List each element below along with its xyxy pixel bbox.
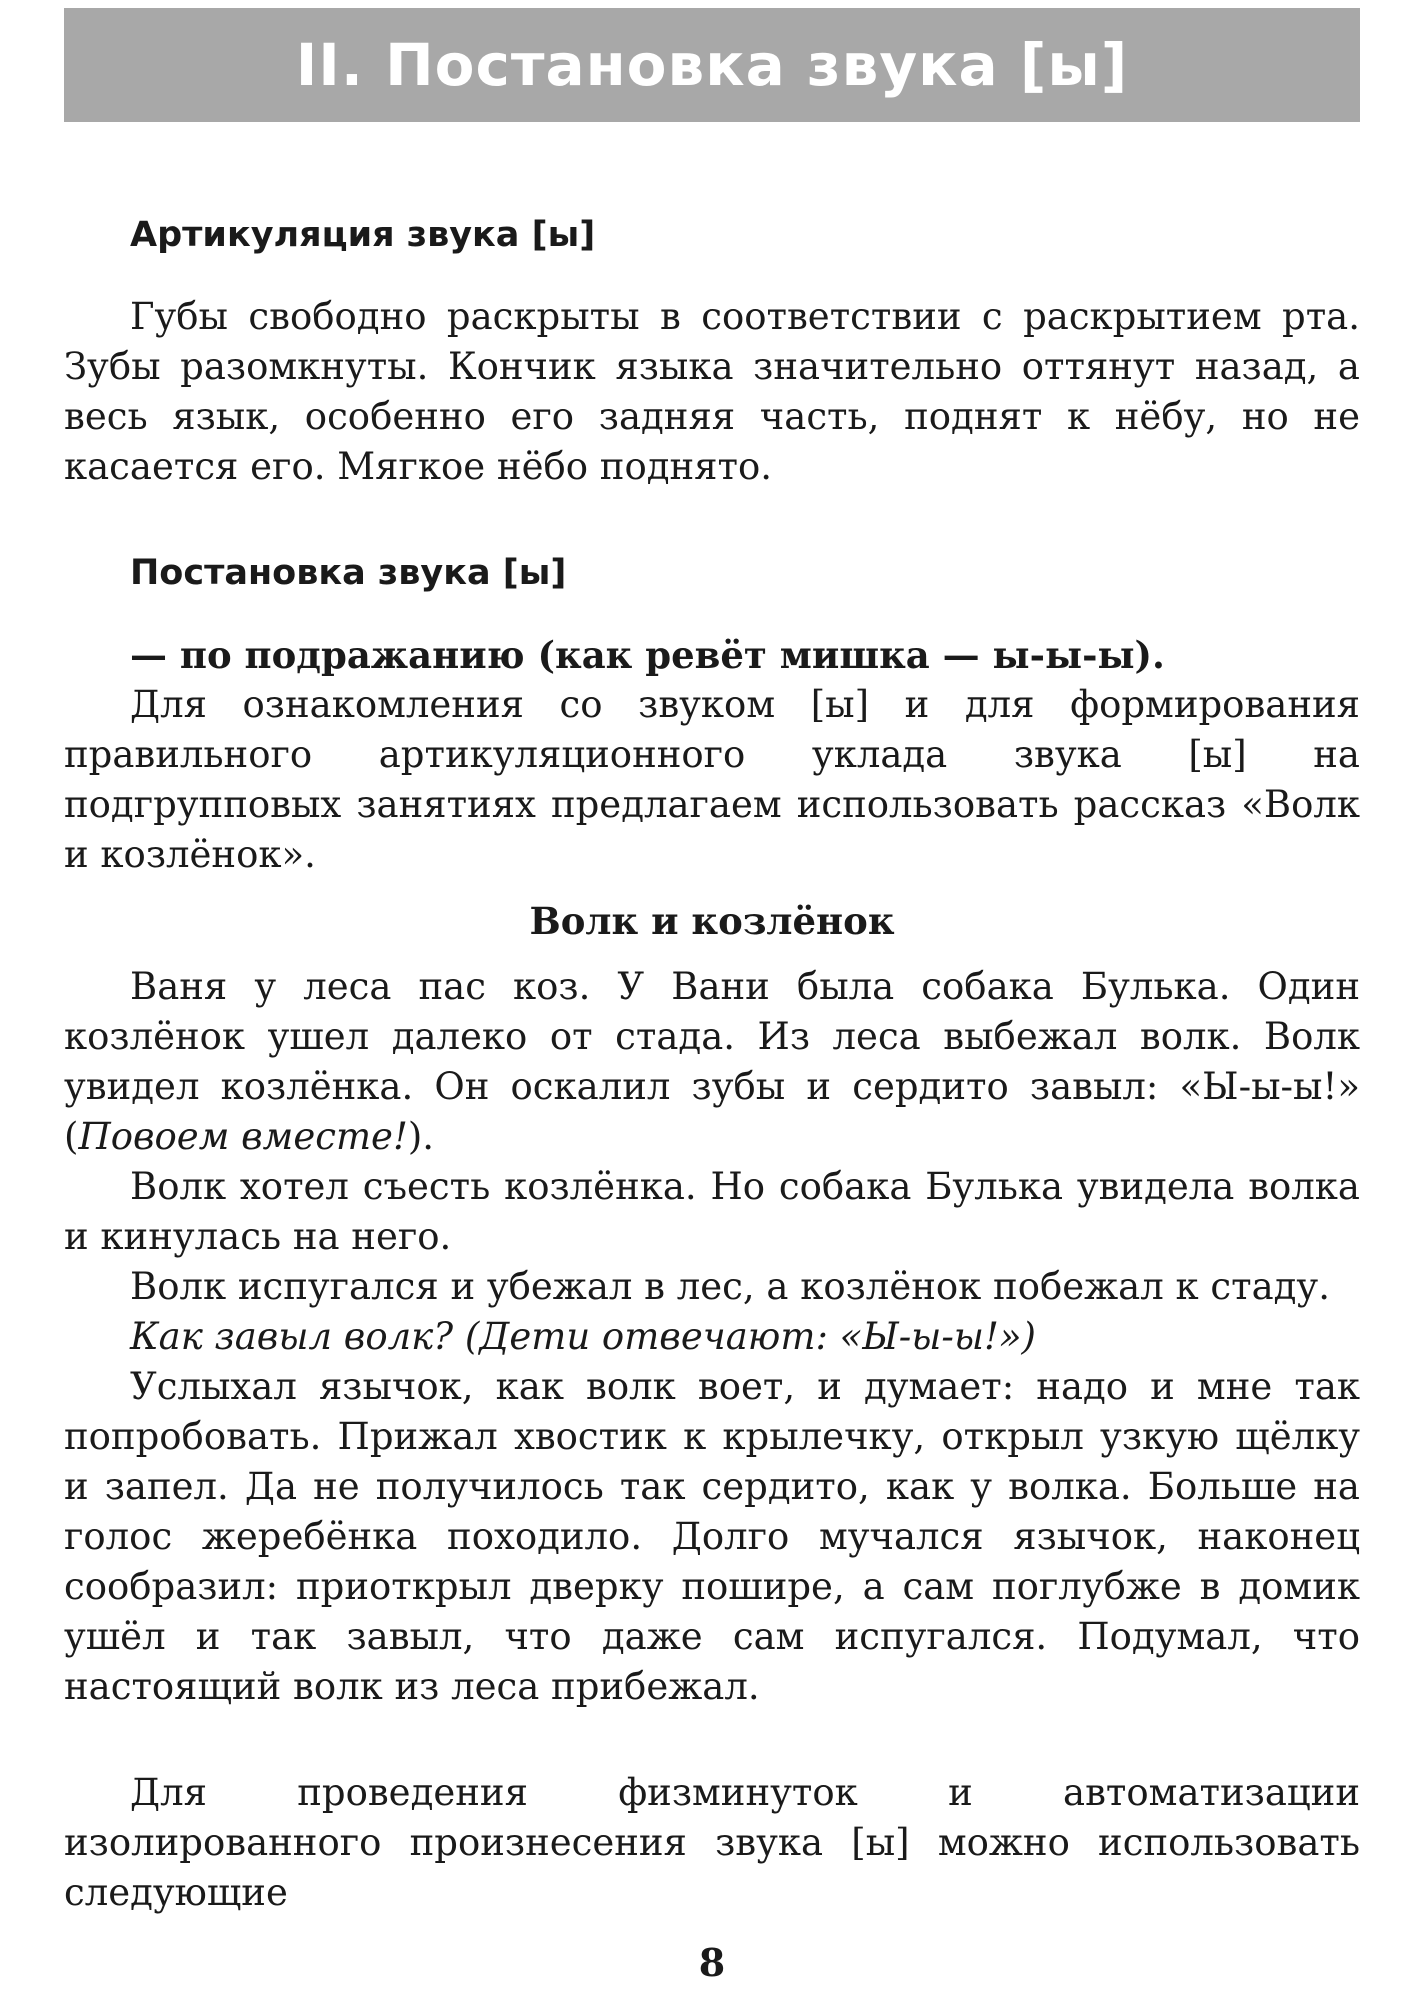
story-title: Волк и козлёнок <box>529 899 895 943</box>
story-p1-italic: Повоем вместе! <box>78 1115 408 1158</box>
story-paragraph-3: Волк испугался и убежал в лес, а козлёнок побежал к стаду. <box>130 1265 1330 1308</box>
story-question: Как завыл волк? (Дети отвечают: «Ы-ы-ы!») <box>130 1315 1036 1358</box>
section-title: II. Постановка звука [ы] <box>295 31 1129 99</box>
staging-intro: Для ознакомления со звуком [ы] и для формирования правильного артикуляционного уклада звука [ы] на подгрупповых занятиях предлагаем использовать рассказ «Волк и козлёнок». <box>64 683 1360 876</box>
story-p1-text: Ваня у леса пас коз. У Вани была собака Булька. Один козлёнок ушел далеко от стада. Из леса выбежал волк. Волк увидел козлёнка. Он оскалил зубы и сердито завыл: «Ы-ы-ы!» ( <box>64 965 1360 1158</box>
story-paragraph-1 <box>64 962 1360 1162</box>
section-title-banner <box>64 8 1360 122</box>
closing-paragraph: Для проведения физминуток и автоматизации изолированного произнесения звука [ы] можно использовать следующие <box>64 1771 1360 1914</box>
story-p1-end: ). <box>407 1115 435 1158</box>
articulation-heading: Артикуляция звука [ы] <box>130 215 596 255</box>
story-paragraph-5: Услыхал язычок, как волк воет, и думает: надо и мне так попробовать. Прижал хвостик к крылечку, открыл узкую щёлку и запел. Да не получилось так сердито, как у волка. Больше на голос жеребёнка походило. Долго мучался язычок, наконец сообразил: приоткрыл дверку пошире, а сам поглубже в домик ушёл и так завыл, что даже сам испугался. Подумал, что настоящий волк из леса прибежал. <box>64 1365 1360 1708</box>
page-number: 8 <box>698 1940 726 1985</box>
story-paragraph-2: Волк хотел съесть козлёнка. Но собака Булька увидела волка и кинулась на него. <box>64 1165 1360 1258</box>
articulation-text: Губы свободно раскрыты в соответствии с раскрытием рта. Зубы разомкнуты. Кончик языка значительно оттянут назад, а весь язык, особенно его задняя часть, поднят к нёбу, но не касается его. Мягкое нёбо поднято. <box>64 295 1360 488</box>
staging-heading: Постановка звука [ы] <box>130 553 567 593</box>
page-content <box>64 210 1360 1918</box>
staging-method: — по подражанию (как ревёт мишка — ы-ы-ы). <box>130 633 1165 677</box>
